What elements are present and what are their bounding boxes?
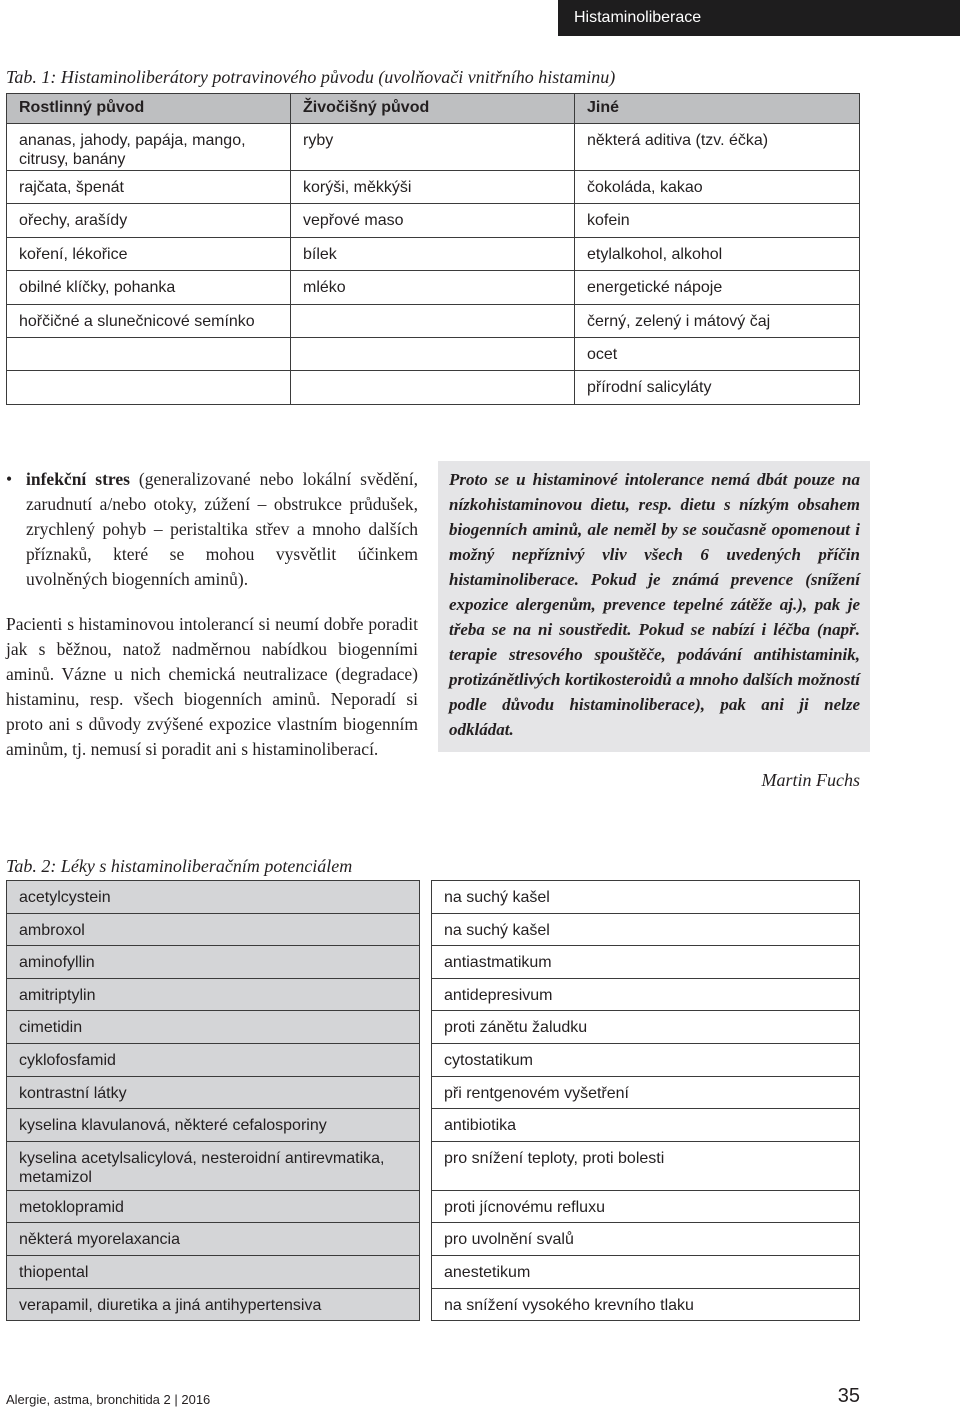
column-header-other: Jiné (575, 94, 860, 124)
drug-name-cell: kyselina acetylsalicylová, nesteroidní antirevmatika, metamizol (7, 1141, 420, 1190)
table-row (7, 1223, 860, 1256)
table-cell: rajčata, špenát (7, 171, 291, 204)
table-row (7, 1076, 860, 1109)
column-gap (420, 913, 432, 946)
table-row (7, 371, 860, 404)
column-gap (420, 1109, 432, 1142)
table-row (7, 946, 860, 979)
table-cell: energetické nápoje (575, 271, 860, 304)
bullet-text: (generalizované nebo lokální svědění, zarudnutí a/nebo otoky, zúžení – obstrukce průdušek, zrychlený pohyb – peristaltika střev a mnoho dalších příznaků, které se mohou vysvětlit účinkem uvolněných biogenních aminů). (26, 469, 419, 589)
table-cell (291, 371, 575, 404)
drug-use-cell: proti jícnovému refluxu (432, 1190, 860, 1223)
table-row (7, 171, 860, 204)
table-row (7, 978, 860, 1011)
table-cell: mléko (291, 271, 575, 304)
bullet-dot-icon: • (6, 469, 13, 489)
column-gap (420, 881, 432, 914)
table-cell (7, 337, 291, 370)
bullet-infectious-stress (6, 467, 418, 592)
drug-name-cell: ambroxol (7, 913, 420, 946)
table-cell: ocet (575, 337, 860, 370)
table-cell: obilné klíčky, pohanka (7, 271, 291, 304)
drug-use-cell: proti zánětu žaludku (432, 1011, 860, 1044)
table-cell: čokoláda, kakao (575, 171, 860, 204)
drug-use-cell: cytostatikum (432, 1043, 860, 1076)
table1-caption: Tab. 1: Histaminoliberátory potravinového původu (uvolňovači vnitřního histaminu) (6, 67, 616, 87)
column-gap (420, 1141, 432, 1190)
table-row (7, 1109, 860, 1142)
table-row (7, 1011, 860, 1044)
table-row (7, 1141, 860, 1190)
table-cell: černý, zelený i mátový čaj (575, 304, 860, 337)
table-cell: ryby (291, 124, 575, 171)
drug-use-cell: na snížení vysokého krevního tlaku (432, 1288, 860, 1321)
table-cell: kofein (575, 204, 860, 237)
table-row (7, 913, 860, 946)
food-histamine-liberators-table (6, 93, 860, 405)
table-row (7, 1043, 860, 1076)
drug-name-cell: aminofyllin (7, 946, 420, 979)
column-gap (420, 1288, 432, 1321)
table-header-row (7, 94, 860, 124)
drug-name-cell: kyselina klavulanová, některé cefalosporiny (7, 1109, 420, 1142)
column-header-plant: Rostlinný původ (7, 94, 291, 124)
page-number: 35 (837, 1385, 860, 1407)
table-cell: koření, lékořice (7, 237, 291, 270)
author-signature: Martin Fuchs (761, 770, 860, 790)
section-tag: Histaminoliberace (558, 0, 960, 36)
column-gap (420, 1223, 432, 1256)
column-gap (420, 978, 432, 1011)
table-cell: některá aditiva (tzv. éčka) (575, 124, 860, 171)
drug-use-cell: pro uvolnění svalů (432, 1223, 860, 1256)
table-row (7, 1255, 860, 1288)
table-cell: etylalkohol, alkohol (575, 237, 860, 270)
drug-use-cell: antidepresivum (432, 978, 860, 1011)
table-cell: přírodní salicyláty (575, 371, 860, 404)
drug-name-cell: některá myorelaxancia (7, 1223, 420, 1256)
bullet-term: infekční stres (26, 469, 130, 489)
drugs-histamine-liberation-table (6, 880, 860, 1321)
drug-name-cell: kontrastní látky (7, 1076, 420, 1109)
column-gap (420, 1255, 432, 1288)
drug-use-cell: anestetikum (432, 1255, 860, 1288)
table-cell: bílek (291, 237, 575, 270)
drug-use-cell: na suchý kašel (432, 913, 860, 946)
drug-use-cell: při rentgenovém vyšetření (432, 1076, 860, 1109)
table-cell (291, 337, 575, 370)
table-row (7, 124, 860, 171)
drug-use-cell: na suchý kašel (432, 881, 860, 914)
table-row (7, 1190, 860, 1223)
drug-name-cell: amitriptylin (7, 978, 420, 1011)
drug-name-cell: metoklopramid (7, 1190, 420, 1223)
table-row (7, 1288, 860, 1321)
column-header-animal: Živočišný původ (291, 94, 575, 124)
table-row (7, 271, 860, 304)
table-row (7, 881, 860, 914)
drug-use-cell: pro snížení teploty, proti bolesti (432, 1141, 860, 1190)
drug-name-cell: cimetidin (7, 1011, 420, 1044)
column-gap (420, 1011, 432, 1044)
highlight-box: Proto se u histaminové intolerance nemá dbát pouze na nízkohistaminovou dietu, resp. dietu s nízkým obsahem biogenních aminů, ale neměl by se současně opomenout i možný nepříznivý vliv všech 6 uvedených příčin histaminoliberace. Pokud je známá prevence (snížení expozice alergenům, prevence tepelné zátěže aj.), pak je třeba se na ni soustředit. Pokud se nabízí i léčba (např. terapie stresového spouštěče, podávání antihistaminik, protizánětlivých kortikosteroidů a mnoho dalších možností podle důvodu histaminoliberace), pak ani ji nelze odkládat. (438, 461, 870, 752)
table-cell: hořčičné a slunečnicové semínko (7, 304, 291, 337)
drug-name-cell: thiopental (7, 1255, 420, 1288)
drug-name-cell: cyklofosfamid (7, 1043, 420, 1076)
column-gap (420, 946, 432, 979)
table-row (7, 304, 860, 337)
table-row (7, 337, 860, 370)
column-gap (420, 1043, 432, 1076)
drug-use-cell: antiastmatikum (432, 946, 860, 979)
table-cell (291, 304, 575, 337)
body-text-column (6, 467, 418, 762)
table-row (7, 237, 860, 270)
drug-name-cell: verapamil, diuretika a jiná antihypertensiva (7, 1288, 420, 1321)
drug-name-cell: acetylcystein (7, 881, 420, 914)
drug-use-cell: antibiotika (432, 1109, 860, 1142)
table-cell: vepřové maso (291, 204, 575, 237)
body-paragraph: Pacienti s histaminovou intolerancí si neumí dobře poradit jak s běžnou, natož nadměrnou nabídkou biogenními aminů. Vázne u nich chemická neutralizace (degradace) histaminu, resp. všech biogenních aminů. Neporadí si proto ani s důvody zvýšené expozice vlastním biogenním aminům, tj. nemusí si poradit ani s histaminoliberací. (6, 614, 418, 759)
table2-caption: Tab. 2: Léky s histaminoliberačním potenciálem (6, 856, 353, 876)
table-cell (7, 371, 291, 404)
column-gap (420, 1076, 432, 1109)
journal-footer: Alergie, astma, bronchitida 2 | 2016 (6, 1392, 211, 1407)
table-row (7, 204, 860, 237)
table-cell: ořechy, arašídy (7, 204, 291, 237)
table-cell: ananas, jahody, papája, mango, citrusy, banány (7, 124, 291, 171)
table-cell: korýši, měkkýši (291, 171, 575, 204)
column-gap (420, 1190, 432, 1223)
